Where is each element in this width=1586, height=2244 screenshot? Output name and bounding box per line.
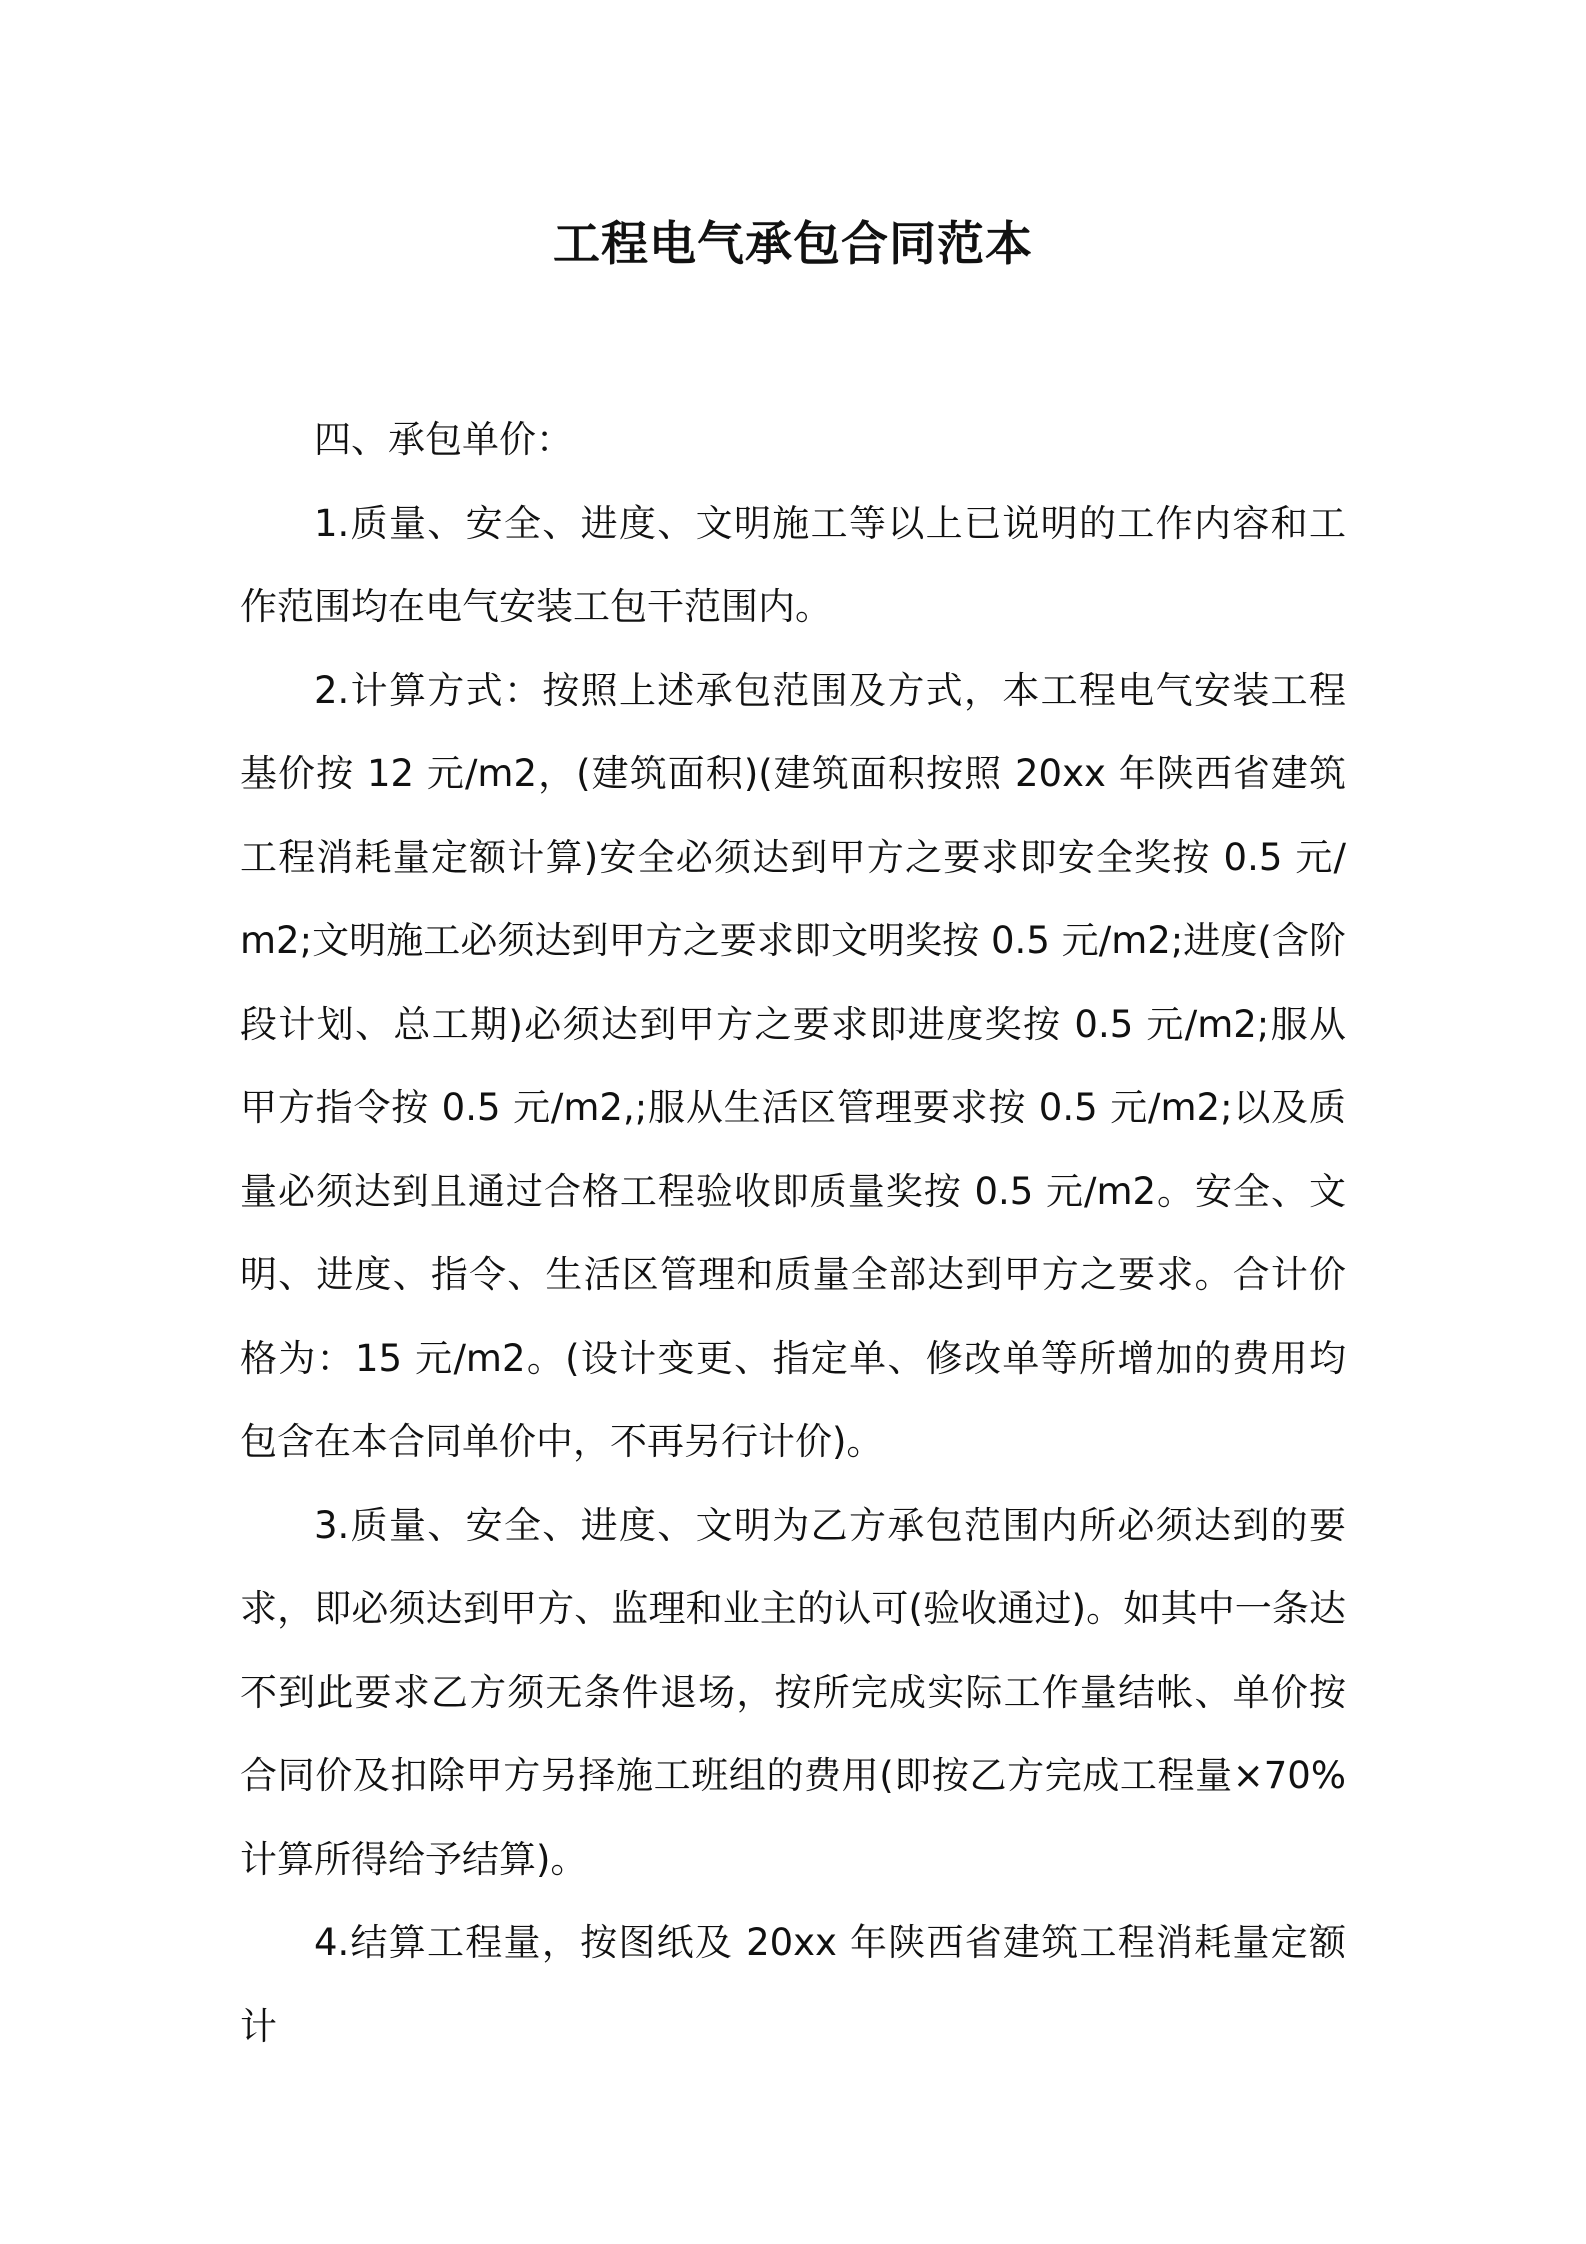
paragraph-1: 1.质量、安全、进度、文明施工等以上已说明的工作内容和工作范围均在电气安装工包干范围内。 [240, 501, 1346, 628]
document-body [240, 398, 1346, 2068]
section-heading: 四、承包单价： [314, 418, 573, 461]
document-title: 工程电气承包合同范本 [553, 217, 1033, 272]
paragraph-4: 4.结算工程量，按图纸及 20xx 年陕西省建筑工程消耗量定额计 [240, 1921, 1346, 2048]
paragraph-2: 2.计算方式：按照上述承包范围及方式，本工程电气安装工程基价按 12 元/m2，(建筑面积)(建筑面积按照 20xx 年陕西省建筑工程消耗量定额计算)安全必须达到甲方之要求即安全奖按 0.5 元/m2;文明施工必须达到甲方之要求即文明奖按 0.5 元/m2;进度(含阶段计划、总工期)必须达到甲方之要求即进度奖按 0.5 元/m2;服从甲方指令按 0.5 元/m2,;服从生活区管理要求按 0.5 元/m2;以及质量必须达到且通过合格工程验收即质量奖按 0.5 元/m2。安全、文明、进度、指令、生活区管理和质量全部达到甲方之要求。合计价格为：15 元/m2。(设计变更、指定单、修改单等所增加的费用均包含在本合同单价中，不再另行计价)。 [240, 668, 1346, 1463]
paragraph-3: 3.质量、安全、进度、文明为乙方承包范围内所必须达到的要求，即必须达到甲方、监理和业主的认可(验收通过)。如其中一条达不到此要求乙方须无条件退场，按所完成实际工作量结帐、单价按合同价及扣除甲方另择施工班组的费用(即按乙方完成工程量×70%计算所得给予结算)。 [240, 1503, 1346, 1881]
